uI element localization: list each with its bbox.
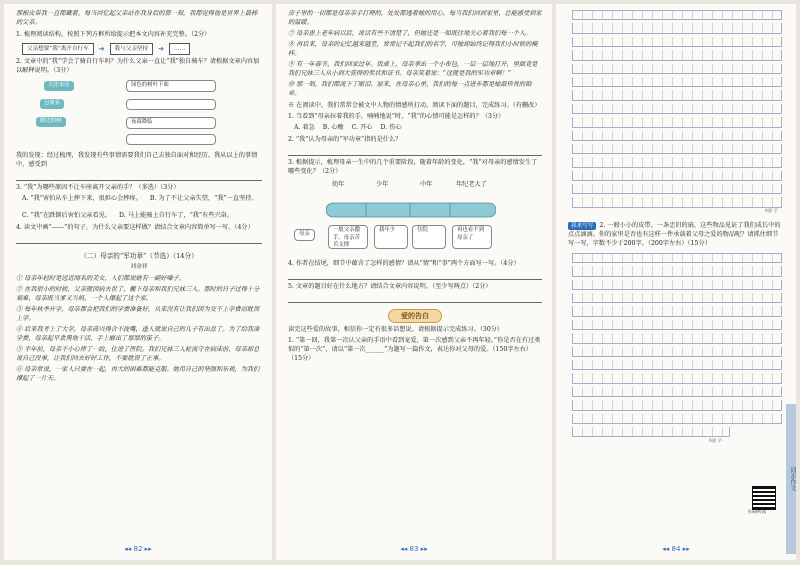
flow-box-1: 父亲想要“我”离开自行车: [22, 43, 94, 55]
page-number: ◂◂ 84 ▸▸: [662, 544, 690, 553]
writing-grid-2[interactable]: [572, 253, 782, 444]
diagram-pill-1: 天还未亮: [44, 81, 74, 91]
task-tag: 我来写写: [568, 222, 596, 230]
answer-line[interactable]: [288, 271, 542, 280]
answer-line[interactable]: [288, 294, 542, 303]
page-left: [4, 4, 272, 560]
page-middle: [276, 4, 552, 560]
question-2-finding: 我的发现：经过梳理，我发现有些事情需要我们自己去独自面对和经历。我从以上的事情中，感受到: [16, 152, 258, 169]
paragraph-cont: 房子里的一切都是母亲亲手打理的，处处都透着她的用心。每当我们回到家里，总能感受到家的温暖。: [288, 10, 542, 26]
answer-line[interactable]: [16, 235, 262, 244]
paragraph-10: ⑩ 那一刻，我们都流下了眼泪。原来，在母亲心里，我们的每一点进步都是她最珍贵的勋章。: [288, 80, 532, 97]
option-d[interactable]: D. 伤心: [380, 123, 402, 131]
paragraph-1: ① 母亲年轻时是远近闻名的美女，人们都说她有一副好嗓子。: [16, 274, 186, 282]
diagram-node-2: [126, 99, 216, 110]
paragraph-9: ⑨ 有一年春节，我们回家过年。饭桌上，母亲拿出一个小布包，一层一层地打开，里面竟是我们兄妹三人从小到大获得的奖状和证书。母亲笑着说：“这就是我的军功章啊！”: [288, 60, 538, 77]
answer-line[interactable]: [288, 147, 542, 156]
option-c[interactable]: C. 开心: [351, 123, 373, 131]
question-1-options: [294, 124, 542, 133]
stage-label: 中年: [420, 180, 433, 188]
arrow-icon: ➔: [98, 44, 105, 53]
page-number: ◂◂ 83 ▸▸: [400, 544, 428, 553]
stage-box-4: 再也看不到母亲了: [452, 225, 492, 249]
bamboo-illustration: [326, 197, 496, 223]
paragraph-7: ⑦ 母亲患上老年病以后，说话有些不清楚了，但她还是一如既往地关心着我们每一个人。: [288, 29, 532, 37]
question-5: 5. 文章的题目好在什么地方？请结合文章内容说明。（至少写两点）（2分）: [288, 282, 492, 290]
paragraph-2: ② 在我很小的时候，父亲就因病去世了，撇下母亲和我们兄妹三人。那时的日子过得十分艰难，母亲既当爹又当妈，一个人撑起了这个家。: [16, 285, 260, 302]
question-4: 4. 读文中画“——”的句子，为什么父亲要这样做？请结合文章内容简单写一写。（4分）: [16, 223, 254, 231]
writing-grid-1[interactable]: [572, 10, 782, 215]
option-a[interactable]: A. 着急: [294, 123, 315, 131]
diagram-node-1: 绿色的树叶下面: [126, 80, 216, 92]
diagram-pill-3: 路边的树: [36, 117, 66, 127]
stage-box-0: 母亲: [294, 229, 315, 241]
stage-box-3: 住院: [412, 225, 446, 249]
answer-line[interactable]: [16, 172, 262, 181]
paragraph-4: ④ 后来我考上了大学，母亲高兴得合不拢嘴，逢人就说自己的儿子有出息了。为了给我凑学费，母亲起早贪黑地干活，手上磨出了厚厚的茧子。: [16, 325, 260, 342]
flow-diagram: [22, 43, 262, 55]
option-d[interactable]: D. 马上能骑上自行车了，“我”有些兴奋。: [119, 211, 234, 219]
question-1: 1. 当看到“母亲拉着我的手，喃喃地说”时，“我”的心情可能是怎样的？（3分）: [288, 112, 505, 120]
question-3-options: [22, 195, 262, 221]
question-3: 3. “我”为哪些原因不让车座离开父亲的手？（多选）（3分）: [16, 184, 180, 191]
paragraph-5: ⑤ 半年前，母亲不小心摔了一跤，住进了医院。我们兄妹三人轮流守在病床前，母亲却总说自己没事，让我们回去好好工作，不要耽误了正事。: [16, 345, 260, 362]
option-c[interactable]: C. “我”在跌倒后害怕父亲看见。: [22, 211, 112, 219]
stage-label: 幼年: [332, 180, 345, 188]
option-b[interactable]: B. 心酸: [322, 123, 344, 131]
stage-box-2: 我年少: [374, 225, 408, 249]
page-number: ◂◂ 82 ▸▸: [124, 544, 152, 553]
question-1: 1. 梳理阅读结构，按照下列方框所给提示把本文内容补充完整。（2分）: [16, 30, 211, 38]
questions-intro: ※ 在阅读中，我们常常会被文中人物的情感所打动。阅读下面的题目，完成练习。（有删改）: [288, 101, 541, 109]
paragraph-3: ③ 每年秋季开学，母亲都会把我们的学费准备好，从来没有让我们因为交不上学费而耽误上学。: [16, 305, 260, 322]
stage-label: 年纪老大了: [456, 180, 487, 188]
diagram-pill-2: 包裹着: [40, 99, 64, 109]
arrow-icon: ➔: [158, 44, 164, 53]
section-badge: 爱的告白: [288, 309, 542, 323]
diagram-node-3: 夜幕降临: [126, 117, 216, 129]
option-a[interactable]: A. “我”害怕从车上摔下来，很担心会摔疼。: [22, 194, 142, 202]
qr-code-icon[interactable]: [752, 486, 776, 510]
practice-1: 1. “第一回，我第一次认父亲的手语中看到宠爱，第一次感到父亲不再年轻。”你是否在有过类似的“第一次”，请以“第一次______”为题写一篇作文，表达你对父母的爱。（150字左右）（15分）: [288, 336, 541, 362]
sequence-diagram: [16, 79, 262, 149]
question-3: 3. 根据提示，梳理母亲一生中的几个重要阶段，随着年龄的变化，“我”对母亲的感情发生了哪些变化？（2分）: [288, 158, 538, 175]
diagram-node-4: [126, 134, 216, 145]
author: 刘金祥: [130, 264, 148, 271]
flow-box-3: ……: [169, 43, 190, 55]
option-b[interactable]: B. 为了不让父亲失望，“我”一直坚持。: [149, 194, 258, 202]
practice-intro: 读完这些爱的故事，相信你一定有很多话想说。请根据提示完成练习。（30分）: [288, 325, 504, 333]
task-2: 我来写写 2. 一般小小的皮带、一条忠旧的扇，这些物品见证了我们成长中的点点滴滴。你的家里是否也有这样一件承载着父母之爱的物品呢？请抓住细节写一写，字数不少于200字。（200字左右）（15分）: [568, 221, 781, 247]
intro-tail: 那根皮带我一直都藏着，每当回忆起父亲站在我身后的那一刻，我都觉得他是世界上最棒的父亲。: [16, 10, 258, 26]
paragraph-8: ⑧ 再后来，母亲的记忆越来越差，常常记不起我们的名字，可她却始终记得我们小时候的模样。: [288, 40, 538, 57]
stage-box-1: 一般父亲撒手，母亲苦苦支撑: [328, 225, 368, 249]
stage-label: 少年: [376, 180, 389, 188]
flow-box-2: 我与父亲坚持: [110, 43, 154, 55]
side-tab: 同步作文: [786, 404, 796, 554]
question-4: 4. 作者在结尾，细节中蕴含了怎样的感情？请从“情”和“事”两个方面写一写。（4分）: [288, 259, 520, 267]
page-right: [556, 4, 796, 560]
question-2: 2. 文章中的“我”学会了骑自行车吗？为什么父亲一直让“我”独自骑车？请根据文章内容加以解释说明。（3分）: [16, 58, 260, 75]
word-count-label: A面 字: [764, 209, 778, 215]
question-2: 2. “我”认为母亲的“军功章”指的是什么？: [288, 135, 402, 143]
qr-label: 扫码听读: [748, 510, 767, 515]
timeline-diagram: [288, 179, 542, 257]
word-count-label: A面 字: [708, 438, 722, 444]
section-title: （二）母亲的“军功章”（节选）（14分）: [80, 251, 198, 260]
paragraph-6: ⑥ 母亲常说，一家人只要在一起，再大的困难都能克服。她用自己的坚强和乐观，为我们撑起了一片天。: [16, 365, 260, 382]
